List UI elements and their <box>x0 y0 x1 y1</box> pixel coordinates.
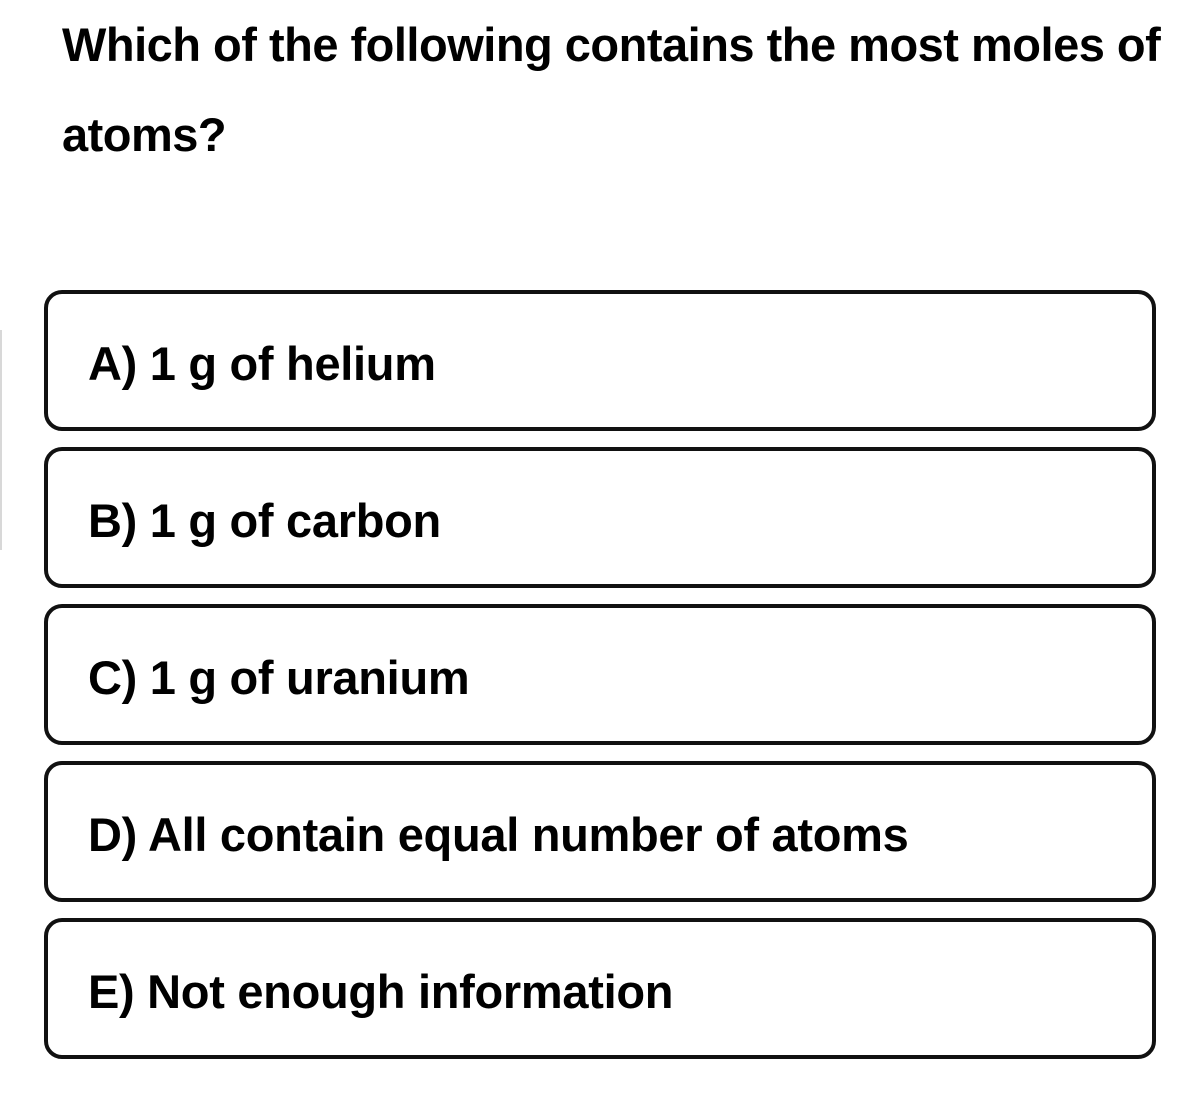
option-a-button[interactable] <box>44 290 1156 431</box>
answer-options-list <box>44 290 1156 1075</box>
question-text: Which of the following contains the most moles of atoms? <box>62 18 1161 161</box>
left-edge-divider <box>0 330 2 550</box>
option-e-button[interactable] <box>44 918 1156 1059</box>
option-e-label: E) Not enough information <box>88 965 674 1018</box>
option-b-label: B) 1 g of carbon <box>88 494 441 547</box>
option-a-label: A) 1 g of helium <box>88 337 436 390</box>
option-b-button[interactable] <box>44 447 1156 588</box>
option-c-button[interactable] <box>44 604 1156 745</box>
option-d-label: D) All contain equal number of atoms <box>88 808 909 861</box>
option-d-button[interactable] <box>44 761 1156 902</box>
option-c-label: C) 1 g of uranium <box>88 651 470 704</box>
